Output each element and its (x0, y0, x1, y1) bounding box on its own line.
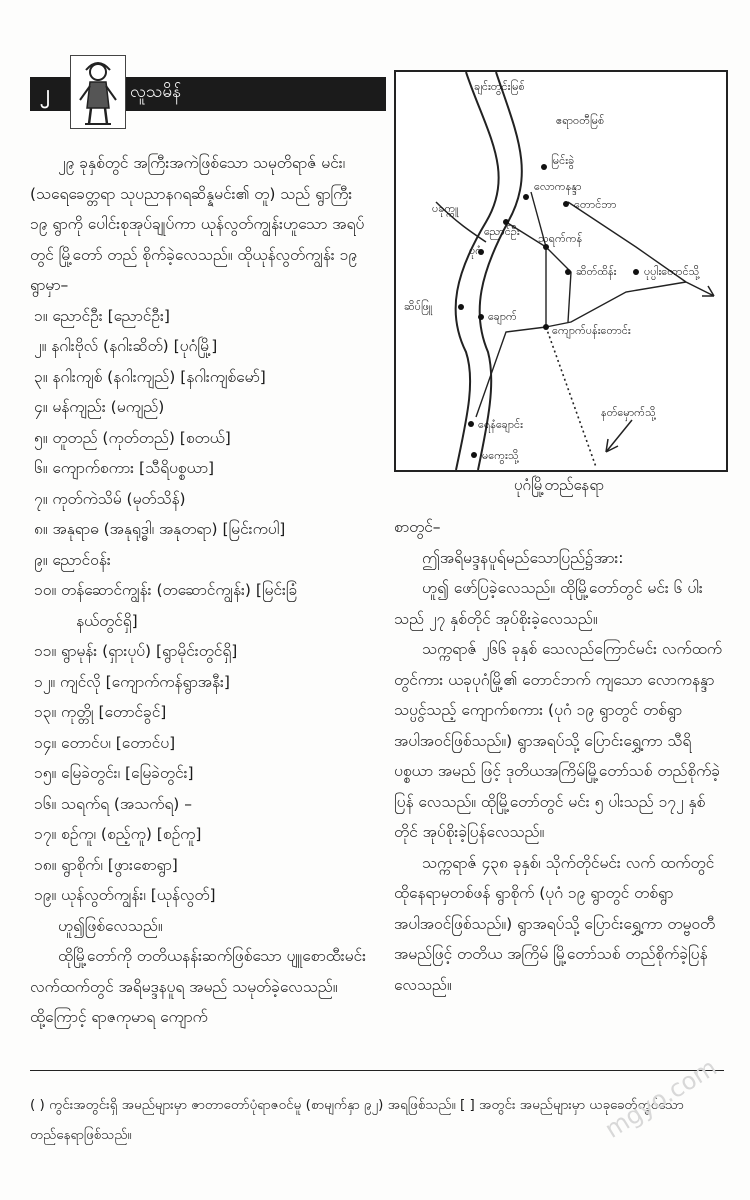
map-label-taunggaba: တောင်ဘာ (574, 198, 617, 211)
intro-paragraph: ၂၉ ခုနှစ်တွင် အကြီးအကဲဖြစ်သော သမုတိရာဇ် မင်း၊ (သရေခေတ္တရာ သုပညာနဂရဆိန္နမင်း၏ တူ) သည် ရွာကြီး ၁၉ ရွာကို ပေါင်းစုအုပ်ချုပ်ကာ ယုန်လွတ်ကျွန်းဟူသော အရပ်တွင် မြို့တော် တည် စိုက်ခဲ့လေသည်။ ထိုယုန်လွတ်ကျွန်း ၁၉ ရွာမှာ– (30, 154, 365, 294)
list-item: ၁၃။ ကုတ္တို [တောင်ခွင်] (34, 703, 167, 721)
quoted-line: ဤအရိမဒ္ဒနပူရ်မည်သောပြည်၌အား: (422, 548, 624, 567)
map-label-myinkhaw: မြင်းခွဲ (551, 154, 575, 167)
map-label-seikpyu: ဆိပ်ဖြူ (404, 300, 433, 313)
map-label-thayetkan: သရက်ကန် (538, 232, 583, 245)
list-item: ၁၀။ တန်ဆောင်ကျွန်း (တဆောင်ကျွန်း) [မြင်းခြံ (34, 581, 298, 599)
left-text-column (30, 148, 370, 1033)
opening-line: စာတွင်– (394, 518, 441, 536)
list-item: ၇။ ကုတ်ကဲသိမ် (မုတ်သိန်) (34, 489, 186, 508)
map-label-chauk: ချောက် (488, 310, 517, 323)
footnote-divider (30, 1070, 724, 1071)
list-item: ၁၅။ မြေခဲတွင်း၊ [မြေခဲတွင်း] (34, 764, 194, 782)
map-label-to-magway: မကွေးသို့ (482, 449, 519, 462)
body-paragraph: သက္ကရာဇ် ၂၆၆ ခုနှစ် သေလည်ကြောင်မင်း လက်ထက်တွင်ကား ယခုပုဂံမြို့၏ တောင်ဘက် ကျသော လောကနန္ဒာသပ္ပွင်သည့် ကျောက်စကား (ပုဂံ ၁၉ ရွာတွင် တစ်ရွာအပါအဝင်ဖြစ်သည်။) ရွာအရပ်သို့ ပြောင်းရွှေ့ကာ သီရိပစ္စယာ အမည် ဖြင့် ဒုတိယအကြိမ်မြို့တော်သစ် တည်စိုက်ခဲ့ပြန် လေသည်။ ထိုမြို့တော်တွင် မင်း ၅ ပါးသည် ၁၇၂ နှစ်တိုင် အုပ်စိုးခဲ့ပြန်လေသည်။ (394, 640, 722, 841)
watermark: mgyo.com (600, 1053, 722, 1144)
map-label-nyaungu: ညောင်ဦး (484, 225, 520, 238)
page-number: ၂ (40, 80, 50, 104)
list-item: ၁၄။ တောင်ပ၊ [တောင်ပ] (34, 733, 176, 752)
list-item: ၃။ နဂါးကျစ် (နဂါးကျည်) [နဂါးကျစ်မော်] (34, 367, 266, 386)
map-label-popa: ပုပ္ပါးတောင်သို့ (644, 265, 700, 278)
bagan-location-map (394, 70, 728, 472)
list-item: ၁၇။ စဉ်ကူ၊ (စည့်ကူ) [စဉ်ကူ] (34, 825, 202, 843)
list-item: ၁၁။ ရွာမုန်း (ရှားပုပ်) [ရွာမိုင်းတွင်ရှိ] (34, 642, 238, 660)
map-label-pakokku: ပခုက္ကူ (432, 202, 459, 215)
footnote: ( ) ကွင်းအတွင်းရှိ အမည်များမှာ ဇာတာတော်ပုံရာဇဝင်မူ (စာမျက်နှာ ၉၂) အရဖြစ်သည်။ [ ] အတွင်း အမည်များမှာ ယခုခေတ်တွင်သော တည်နေရာဖြစ်သည်။ (30, 1097, 684, 1143)
page-header (30, 55, 386, 127)
map-label-kyaukpadaung: ကျောက်ပန်းတောင်း (552, 324, 631, 337)
list-item: ၁၆။ သရက်ရ (အသက်ရ) – (34, 794, 192, 813)
body-paragraph: သက္ကရာဇ် ၄၃၈ ခုနှစ်၊ သိုက်တိုင်မင်း လက် ထက်တွင် ထိုနေရာမှတစ်ဖန် ရွာစိုက် (ပုဂံ ၁၉ ရွာတွင် တစ်ရွာအပါအဝင်ဖြစ်သည်။) ရွာအရပ်သို့ ပြောင်းရွှေ့ကာ တမ္ဗဝတီ အမည်ဖြင့် တတိယ အကြိမ် မြို့တော်သစ် တည်စိုက်ခဲ့ပြန်လေသည်။ (394, 853, 716, 994)
body-paragraph: ထိုမြို့တော်ကို တတိယနန်းဆက်ဖြစ်သော ပျူစောထီးမင်းလက်ထက်တွင် အရိမဒ္ဒနပူရ အမည် သမုတ်ခဲ့လေသည်။ ထို့ကြောင့် ရာဇကုမာရ ကျောက် (30, 947, 367, 1026)
figure-emblem-icon (70, 55, 126, 129)
map-label-irrawaddy: ဧရာဝတီမြစ် (556, 114, 605, 127)
list-item-continuation: နယ်တွင်ရှိ] (76, 611, 138, 630)
village-list (30, 301, 370, 911)
list-item: ၂။ နဂါးဗိုလ် (နဂါးဆိတ်) [ပုဂံမြို့] (34, 337, 218, 355)
list-item: ၁။ ညောင်ဦး [ညောင်ဦး] (34, 306, 170, 325)
list-item: ၈။ အနုရာဓ (အနုရုဒ္ဓါ၊ အနုတရာ) [မြင်းကပါ] (34, 520, 286, 538)
list-item: ၆။ ကျောက်စကား [သီရိပစ္စယာ] (34, 459, 214, 477)
map-label-lokananda: လောကနန္ဒာ (534, 180, 582, 193)
map-label-bagan: ပုဂံ (469, 244, 482, 257)
list-ending: ဟူ၍ဖြစ်လေသည်။ (58, 916, 163, 935)
list-item: ၅။ တူတည် (ကုတ်တည်) [စတယ်] (34, 428, 231, 447)
map-drawing (396, 72, 726, 470)
map-label-north-river: ချင်းတွင်းမြစ် (474, 80, 525, 93)
map-label-sittaw: ဆိတ်ထိန်း (576, 265, 617, 278)
map-label-yenangyaung: ရေနံချောင်း (478, 418, 523, 431)
list-item: ၄။ မန်ကျည်း (မကျည်) (34, 398, 165, 416)
body-paragraph: ဟူ၍ ဖော်ပြခဲ့လေသည်။ ထိုမြို့တော်တွင် မင်း ၆ ပါးသည် ၂၇ နှစ်တိုင် အုပ်စိုးခဲ့လေသည်။ (394, 579, 703, 628)
running-title: လူသမိန် (130, 82, 181, 102)
list-item: ၁၈။ ရွာစိုက်၊ [ဖွားစောရွာ] (34, 855, 178, 874)
list-item: ၉။ ညောင်ဝန်း (34, 550, 111, 569)
map-label-to-south: နတ်မှောက်သို့ (601, 406, 656, 419)
map-caption: ပုဂံမြို့တည်နေရာ (513, 476, 605, 494)
right-text-column (394, 512, 724, 1000)
list-item: ၁၉။ ယုန်လွတ်ကျွန်း၊ [ယုန်လွတ်] (34, 886, 216, 904)
list-item: ၁၂။ ကျင်လို [ကျောက်ကန်ရွာအနီး] (34, 672, 230, 691)
